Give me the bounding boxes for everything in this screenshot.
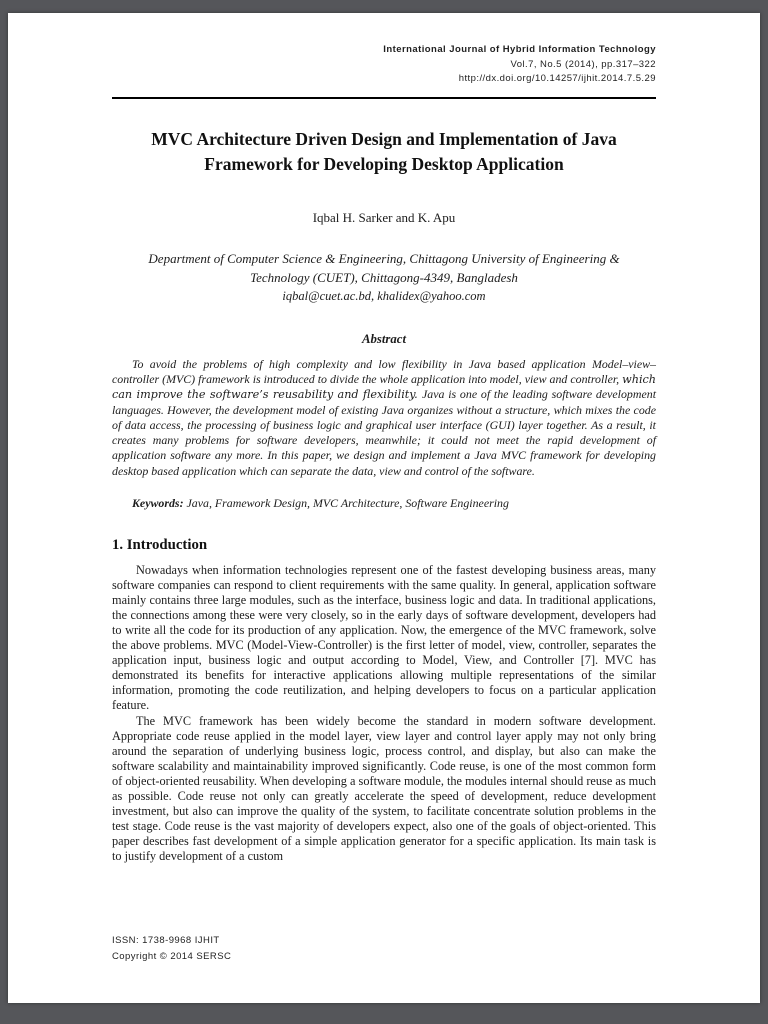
- header-rule: [112, 97, 656, 99]
- journal-header: [112, 43, 656, 87]
- keywords-line: [112, 496, 656, 511]
- journal-doi: http://dx.doi.org/10.14257/ijhit.2014.7.5.29: [458, 73, 656, 85]
- journal-volume-info: Vol.7, No.5 (2014), pp.317–322: [510, 58, 656, 70]
- footer-issn: ISSN: 1738-9968 IJHIT: [112, 934, 220, 946]
- journal-name: International Journal of Hybrid Information Technology: [383, 44, 656, 55]
- author-affiliation: Department of Computer Science & Engineering, Chittagong University of Engineering & Technology (CUET), Chittagong-4349, Bangladesh: [148, 251, 620, 285]
- paper-page: [8, 13, 760, 1003]
- introduction-paragraph-1: Nowadays when information technologies represent one of the fastest developing business areas, many software companies can respond to client requirements with the same quality. In general, application software mainly contains three large modules, such as the interface, business logic and data. In traditional applications, the connections among these were very closely, so in the early days of software development, developers had to write all the code for its production of any application. Now, the emergence of the MVC framework, solve the above problems. MVC (Model-View-Controller) is the first letter of model, view, controller, separates the application input, business logic and output according to Model, View, and Controller [7]. MVC has demonstrated its benefits for interactive applications allowing multiple representations of the similar information, promoting the code reutilization, and helping developers to focus on a particular application feature.: [112, 562, 656, 712]
- abstract-paragraph: [112, 357, 656, 479]
- keywords-label: Keywords:: [132, 495, 184, 510]
- footer-copyright: Copyright © 2014 SERSC: [112, 950, 232, 962]
- paper-title: MVC Architecture Driven Design and Implementation of Java Framework for Developing Desktop Application: [151, 129, 617, 174]
- paper-authors: Iqbal H. Sarker and K. Apu: [312, 210, 456, 226]
- section-heading-introduction: 1. Introduction: [112, 536, 208, 553]
- abstract-text-highlight: which can improve the software’s reusability and flexibility.: [112, 373, 656, 402]
- abstract-text-part2: Java is one of the leading software development languages. However, the development model of existing Java organizes without a structure, which mixes the code of data access, the processing of business logic and graphical user interface (GUI) layer together. As a result, it creates many problems for software developers, meanwhile; it could not meet the rapid development of application software any more. In this paper, we design and implement a Java MVC framework for developing desktop based application which can separate the data, view and control of the software.: [112, 387, 656, 478]
- page-footer: [112, 933, 231, 965]
- abstract-heading: Abstract: [361, 331, 407, 346]
- author-emails: iqbal@cuet.ac.bd, khalidex@yahoo.com: [282, 288, 486, 303]
- abstract-text-part1: To avoid the problems of high complexity and low flexibility in Java based application Model–view–controller (MVC) framework is introduced to divide the whole application into model, view and controller,: [112, 356, 656, 387]
- keywords-text: Java, Framework Design, MVC Architecture, Software Engineering: [183, 495, 509, 510]
- introduction-paragraph-2: The MVC framework has been widely become the standard in modern software development. Appropriate code reuse applied in the model layer, view layer and control layer apply may not only bring around the separation of underlying business logic, process control, and display, but also can make the software scalability and maintainability improved significantly. Code reuse, is one of the most common form of object-oriented reusability. When developing a software module, the modules internal should reuse as much as possible. Code reuse not only can greatly accelerate the speed of development, reduce development investment, but also can improve the quality of the system, to facilitate concentrate solution problems in the test stage. Code reuse is the vast majority of developers expect, also one of the goals of object-oriented. This paper describes fast development of a simple application generator for a specific application. Its main task is to justify development of a custom: [112, 713, 656, 863]
